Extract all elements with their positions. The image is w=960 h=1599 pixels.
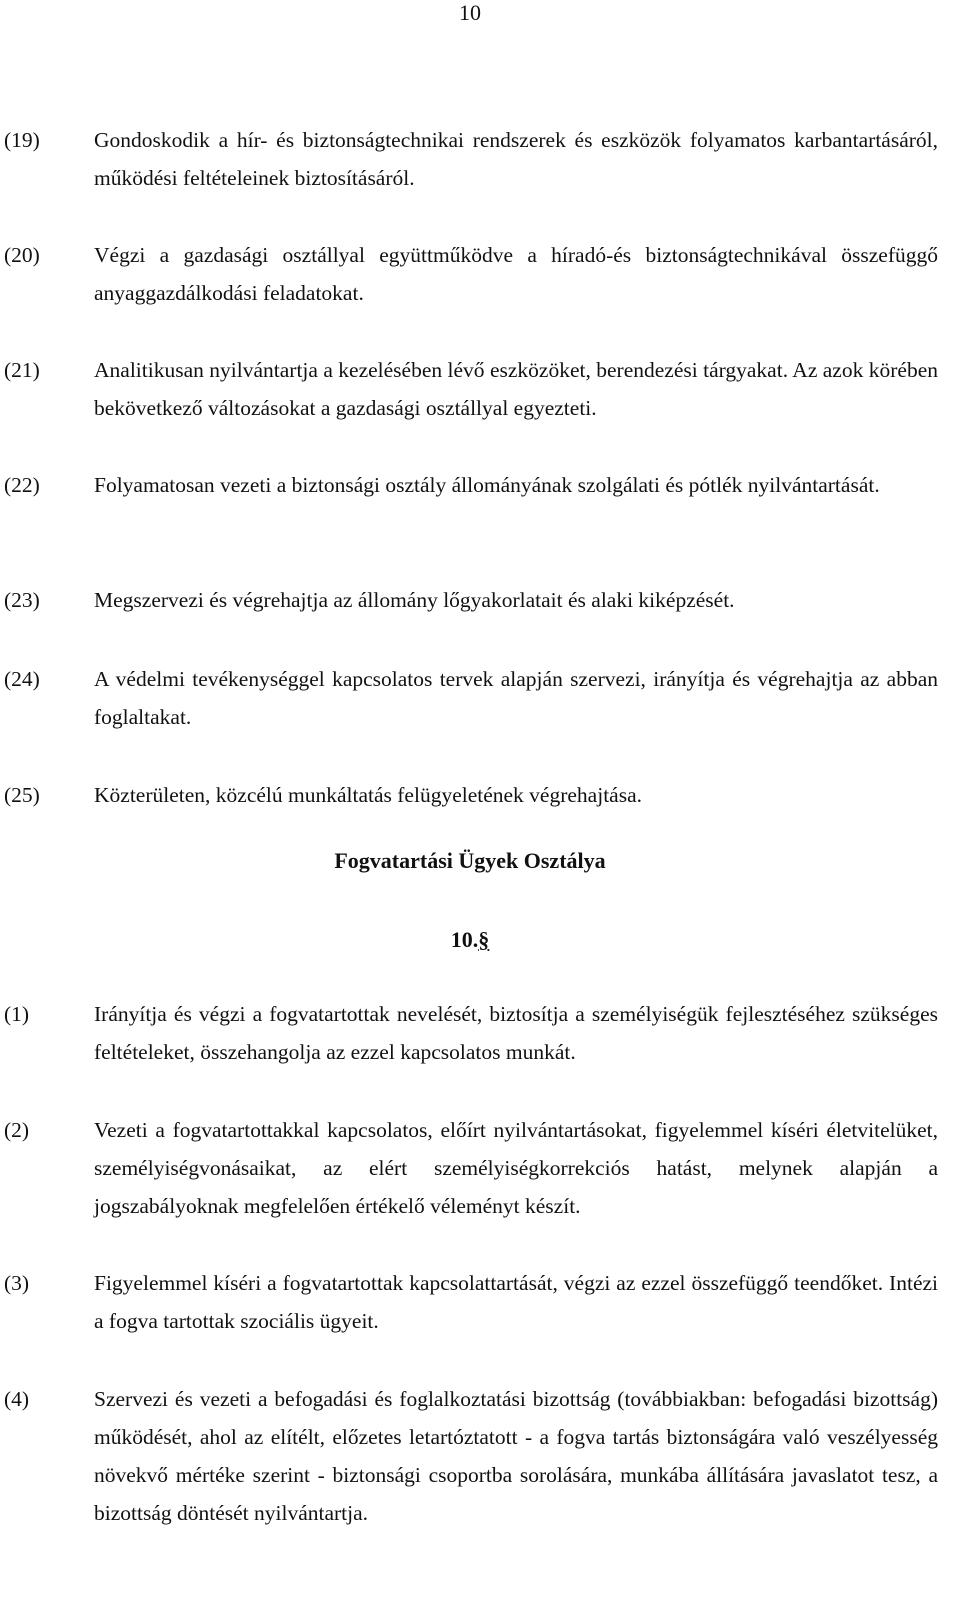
item-text: Irányítja és végzi a fogvatartottak nevelését, biztosítja a személyiségük fejlesztéséhez szükséges feltételeket, összehangolja az ezzel kapcsolatos munkát. [94,1002,938,1064]
item-text: Gondoskodik a hír- és biztonságtechnikai rendszerek és eszközök folyamatos karbantartásáról, működési feltételeinek biztosításáról. [94,128,938,190]
item-text: Közterületen, közcélú munkáltatás felügyeletének végrehajtása. [94,783,642,807]
item-text: Vezeti a fogvatartottakkal kapcsolatos, előírt nyilvántartásokat, figyelemmel kíséri életvitelüket, személyiségvonásaikat, az elért személyiségkorrekciós hatást, melynek alapján a jogszabályoknak megfelelően értékelő véleményt készít. [94,1118,938,1218]
item-text: Analitikusan nyilvántartja a kezelésében lévő eszközöket, berendezési tárgyakat. Az azok körében bekövetkező változásokat a gazdasági osztállyal egyezteti. [94,358,938,420]
item-text: A védelmi tevékenységgel kapcsolatos tervek alapján szervezi, irányítja és végrehajtja az abban foglaltakat. [94,667,938,729]
item-text: Végzi a gazdasági osztállyal együttműködve a híradó-és biztonságtechnikával összefüggő anyaggazdálkodási feladatokat. [94,243,938,305]
item-number: (3) [4,1271,30,1295]
page-number: 10 [459,0,481,25]
item-text: Szervezi és vezeti a befogadási és foglalkoztatási bizottság (továbbiakban: befogadási bizottság) működését, ahol az elítélt, előzetes letartóztatott - a fogva tartás biztonságára való veszélyesség növekvő mértéke szerint - biztonsági csoportba sorolására, munkába állítására javaslatot tesz, a bizottság döntését nyilvántartja. [94,1387,938,1525]
item-number: (19) [4,128,40,152]
item-number: (25) [4,783,40,807]
item-number: (2) [4,1118,30,1142]
item-number: (22) [4,473,40,497]
section-paragraph-heading [0,925,940,955]
item-text: Figyelemmel kíséri a fogvatartottak kapcsolattartását, végzi az ezzel összefüggő teendőket. Intézi a fogva tartottak szociális ügyeit. [94,1271,938,1333]
section-sign: § [478,927,490,952]
item-number: (4) [4,1387,30,1411]
item-number: (23) [4,588,40,612]
item-text: Megszervezi és végrehajtja az állomány lőgyakorlatait és alaki kiképzését. [94,588,735,612]
section-number: 10. [450,927,479,952]
item-number: (20) [4,243,40,267]
item-number: (24) [4,667,40,691]
item-number: (1) [4,1002,30,1026]
item-number: (21) [4,358,40,382]
section-title: Fogvatartási Ügyek Osztálya [334,848,606,873]
item-text: Folyamatosan vezeti a biztonsági osztály állományának szolgálati és pótlék nyilvántartását. [94,473,880,497]
